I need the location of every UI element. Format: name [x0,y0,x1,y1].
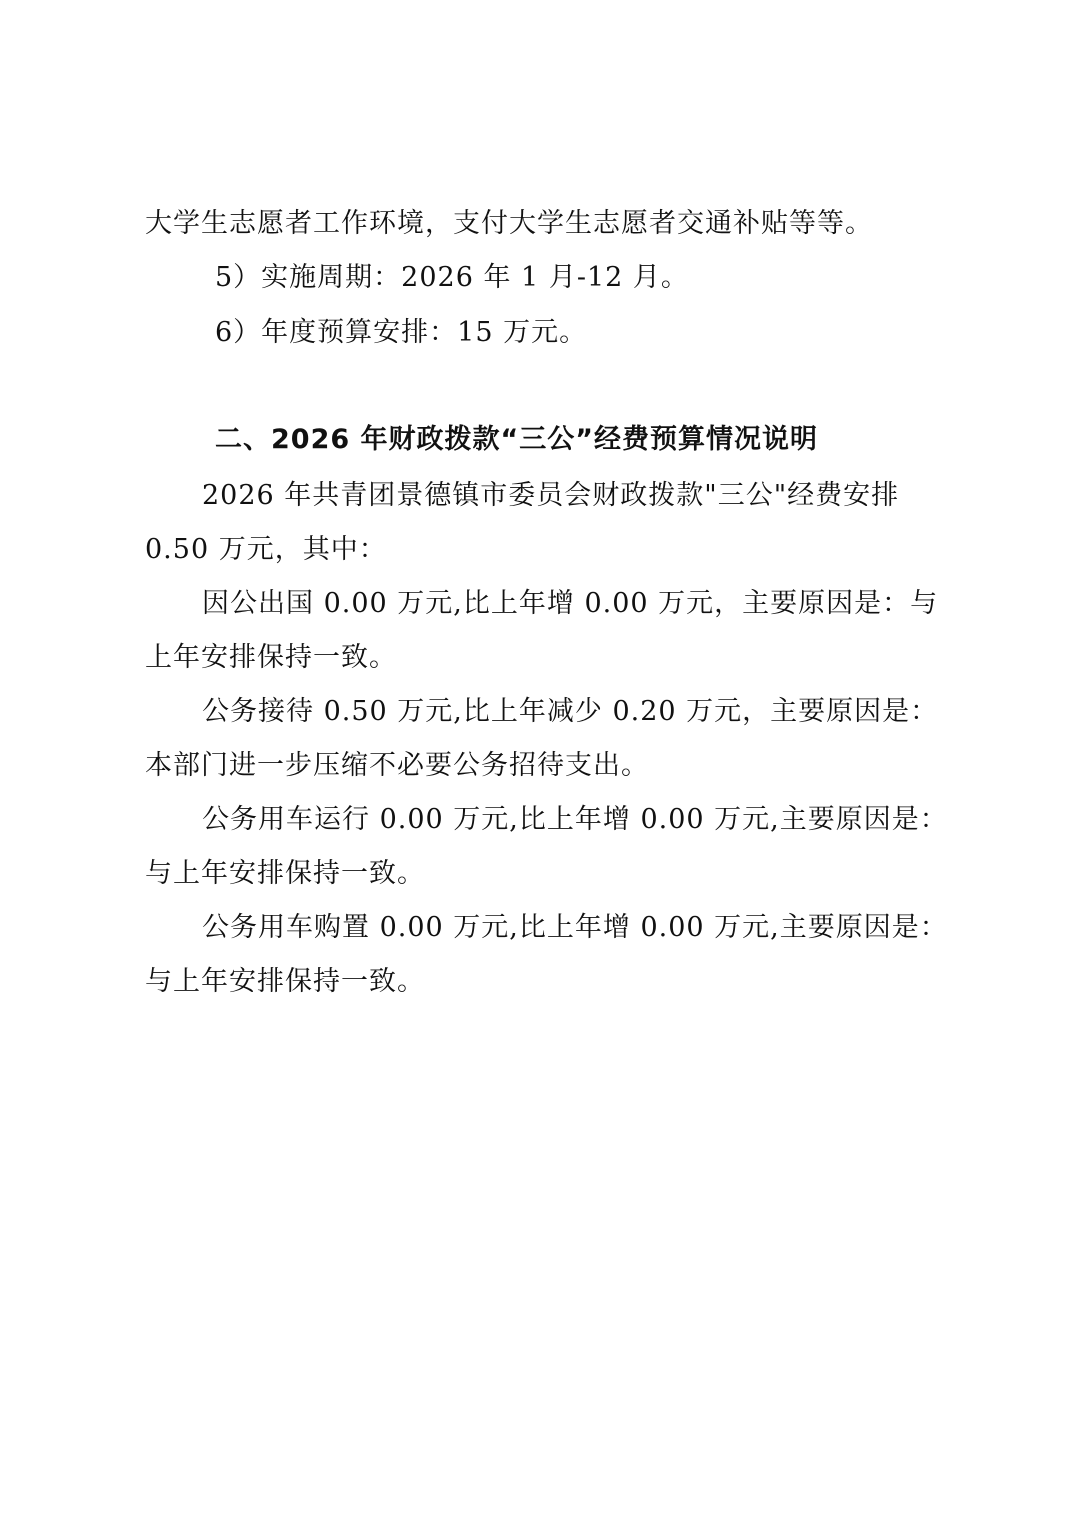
official-reception-line-1: 公务接待 0.50 万元,比上年减少 0.20 万元，主要原因是： [202,696,939,727]
vehicle-operation-line-2: 与上年安排保持一致。 [145,858,425,889]
vehicle-purchase-line-2: 与上年安排保持一致。 [145,966,425,997]
vehicle-purchase-line-1: 公务用车购置 0.00 万元,比上年增 0.00 万元,主要原因是： [202,912,948,943]
implementation-period: 5）实施周期：2026 年 1 月-12 月。 [215,262,689,293]
vehicle-operation-line-1: 公务用车运行 0.00 万元,比上年增 0.00 万元,主要原因是： [202,804,948,835]
three-public-intro-line-2: 0.50 万元，其中： [145,534,387,565]
official-reception-line-2: 本部门进一步压缩不必要公务招待支出。 [145,750,649,781]
overseas-travel-line-2: 上年安排保持一致。 [145,642,397,673]
section-heading: 二、2026 年财政拨款“三公”经费预算情况说明 [215,424,819,455]
three-public-intro-line-1: 2026 年共青团景德镇市委员会财政拨款"三公"经费安排 [202,480,900,511]
project-description-continuation: 大学生志愿者工作环境，支付大学生志愿者交通补贴等等。 [145,208,873,239]
annual-budget: 6）年度预算安排：15 万元。 [215,317,588,348]
overseas-travel-line-1: 因公出国 0.00 万元,比上年增 0.00 万元，主要原因是：与 [202,588,939,619]
